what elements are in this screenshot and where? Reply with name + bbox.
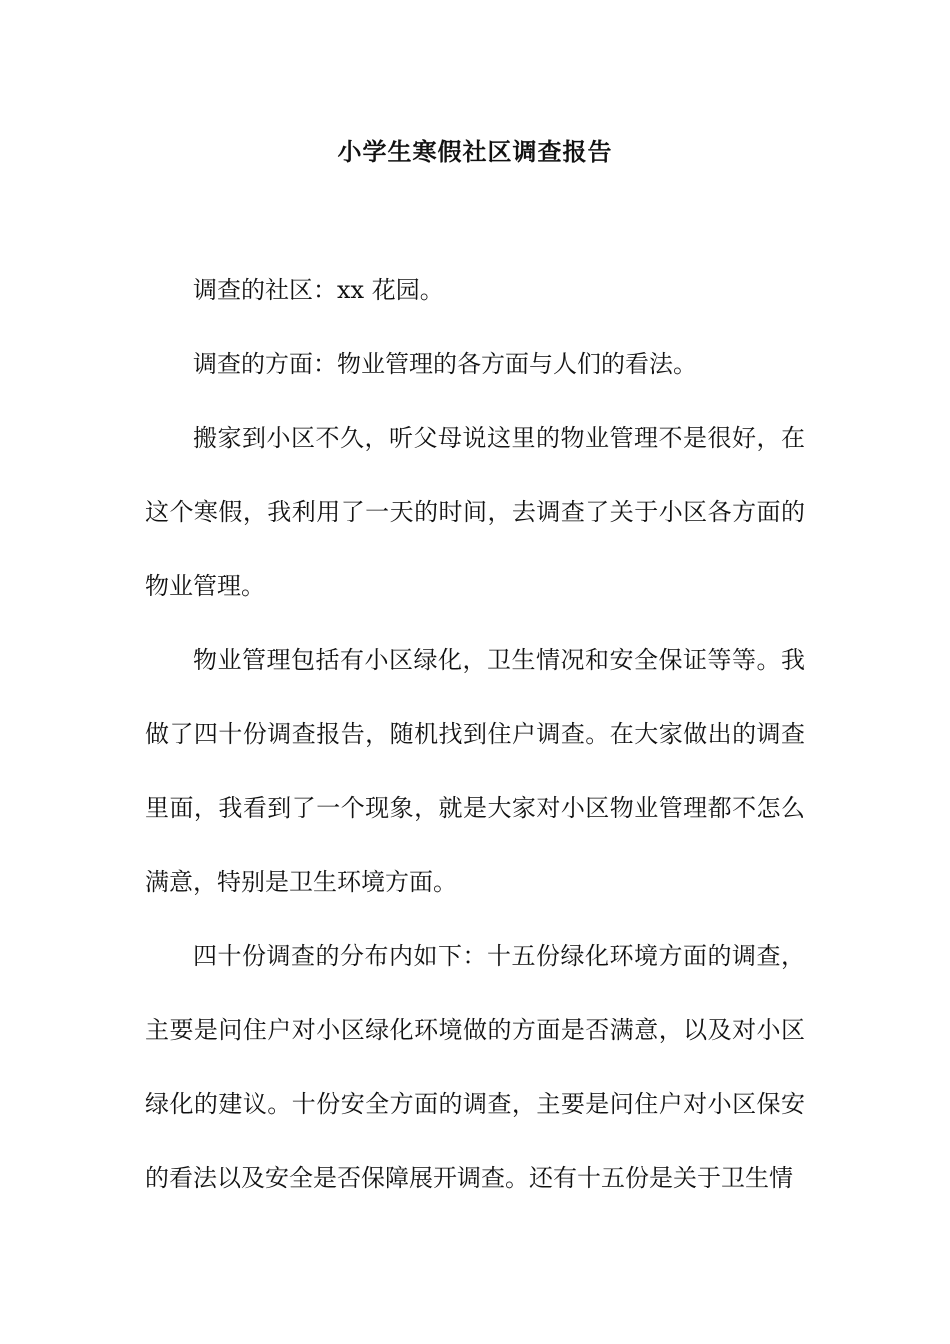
paragraph-community: 调查的社区：xx 花园。	[193, 276, 444, 304]
paragraph-findings: 物业管理包括有小区绿化，卫生情况和安全保证等等。我做了四十份调查报告，随机找到住户调查。在大家做出的调查里面，我看到了一个现象，就是大家对小区物业管理都不怎么满意，特别是卫生环境方面。	[145, 646, 805, 896]
paragraph-intro: 搬家到小区不久，听父母说这里的物业管理不是很好，在这个寒假，我利用了一天的时间，去调查了关于小区各方面的物业管理。	[145, 424, 805, 600]
document-body	[145, 253, 805, 1215]
paragraph-aspects: 调查的方面：物业管理的各方面与人们的看法。	[193, 350, 697, 378]
paragraph-distribution: 四十份调查的分布内如下：十五份绿化环境方面的调查，主要是问住户对小区绿化环境做的方面是否满意，以及对小区绿化的建议。十份安全方面的调查，主要是问住户对小区保安的看法以及安全是否保障展开调查。还有十五份是关于卫生情	[145, 942, 805, 1192]
document-title: 小学生寒假社区调查报告	[337, 137, 613, 166]
